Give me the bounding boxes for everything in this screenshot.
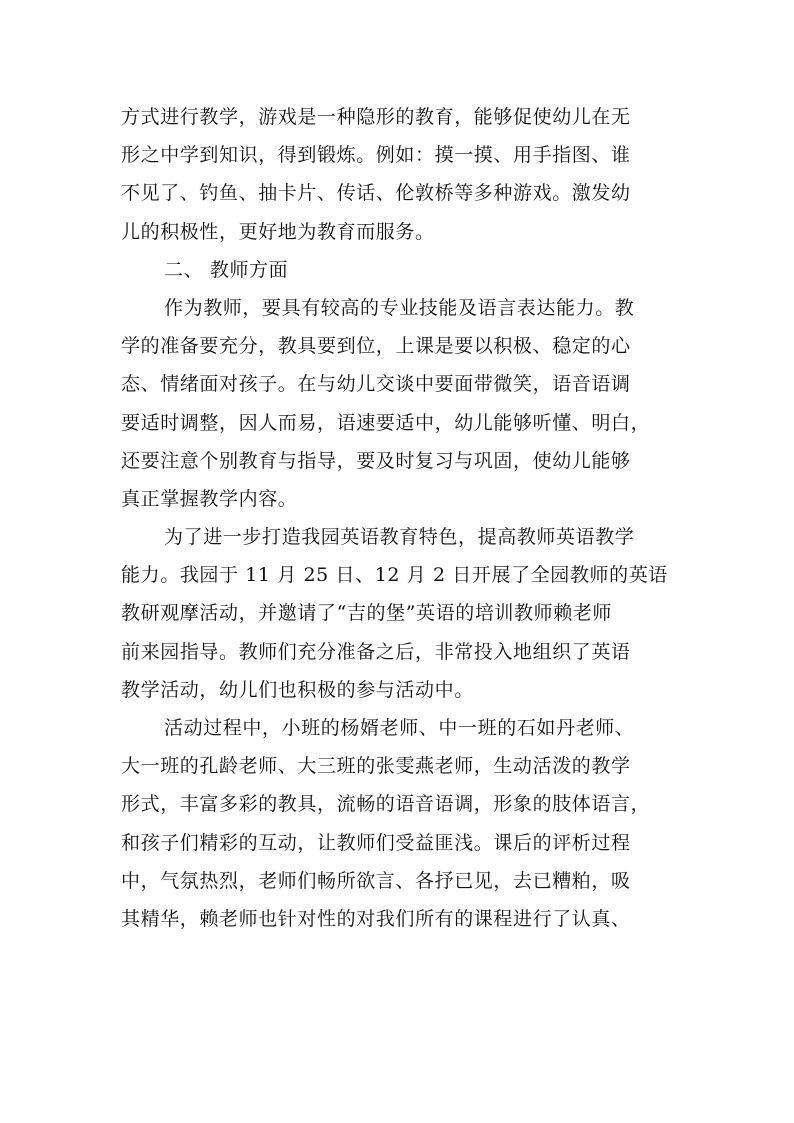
text-line: 形式，丰富多彩的教具，流畅的语音语调，形象的肢体语言， (121, 793, 651, 816)
text-line: 和孩子们精彩的互动，让教师们受益匪浅。课后的评析过程 (121, 831, 631, 854)
text-line: 前来园指导。教师们充分准备之后，非常投入地组织了英语 (121, 640, 631, 663)
document-body (121, 98, 683, 938)
text-line: 要适时调整，因人而易，语速要适中，幼儿能够听懂、明白， (121, 411, 651, 434)
paragraph-first-line: 为了进一步打造我园英语教育特色，提高教师英语教学 (164, 526, 635, 549)
text-line: 不见了、钓鱼、抽卡片、传话、伦敦桥等多种游戏。激发幼 (121, 182, 631, 205)
text-line: 大一班的孔龄老师、大三班的张雯燕老师，生动活泼的教学 (121, 755, 631, 778)
text-line: 还要注意个别教育与指导，要及时复习与巩固，使幼儿能够 (121, 449, 631, 472)
text-line: 真正掌握教学内容。 (121, 487, 298, 510)
paragraph-first-line: 作为教师，要具有较高的专业技能及语言表达能力。教 (164, 296, 635, 319)
paragraph-first-line: 活动过程中，小班的杨婿老师、中一班的石如丹老师、 (164, 717, 635, 739)
text-line: 能力。我园于 11 月 25 日、12 月 2 日开展了全园教师的英语 (121, 564, 668, 587)
section-heading: 二、 教师方面 (164, 258, 289, 281)
text-line: 中，气氛热烈，老师们畅所欲言、各抒已见，去已糟粕，吸 (121, 869, 631, 892)
text-line: 教研观摩活动，并邀请了“吉的堡”英语的培训教师赖老师 (121, 602, 613, 625)
text-line: 形之中学到知识，得到锻炼。例如：摸一摸、用手指图、谁 (121, 144, 631, 167)
text-line: 学的准备要充分，教具要到位，上课是要以积极、稳定的心 (121, 335, 631, 358)
text-line: 其精华，赖老师也针对性的对我们所有的课程进行了认真、 (121, 907, 631, 930)
text-line: 态、情绪面对孩子。在与幼儿交谈中要面带微笑，语音语调 (121, 373, 631, 396)
text-line: 教学活动，幼儿们也积极的参与活动中。 (121, 678, 474, 701)
text-line: 方式进行教学，游戏是一种隐形的教育，能够促使幼儿在无 (121, 106, 631, 128)
text-line: 儿的积极性，更好地为教育而服务。 (121, 220, 435, 243)
